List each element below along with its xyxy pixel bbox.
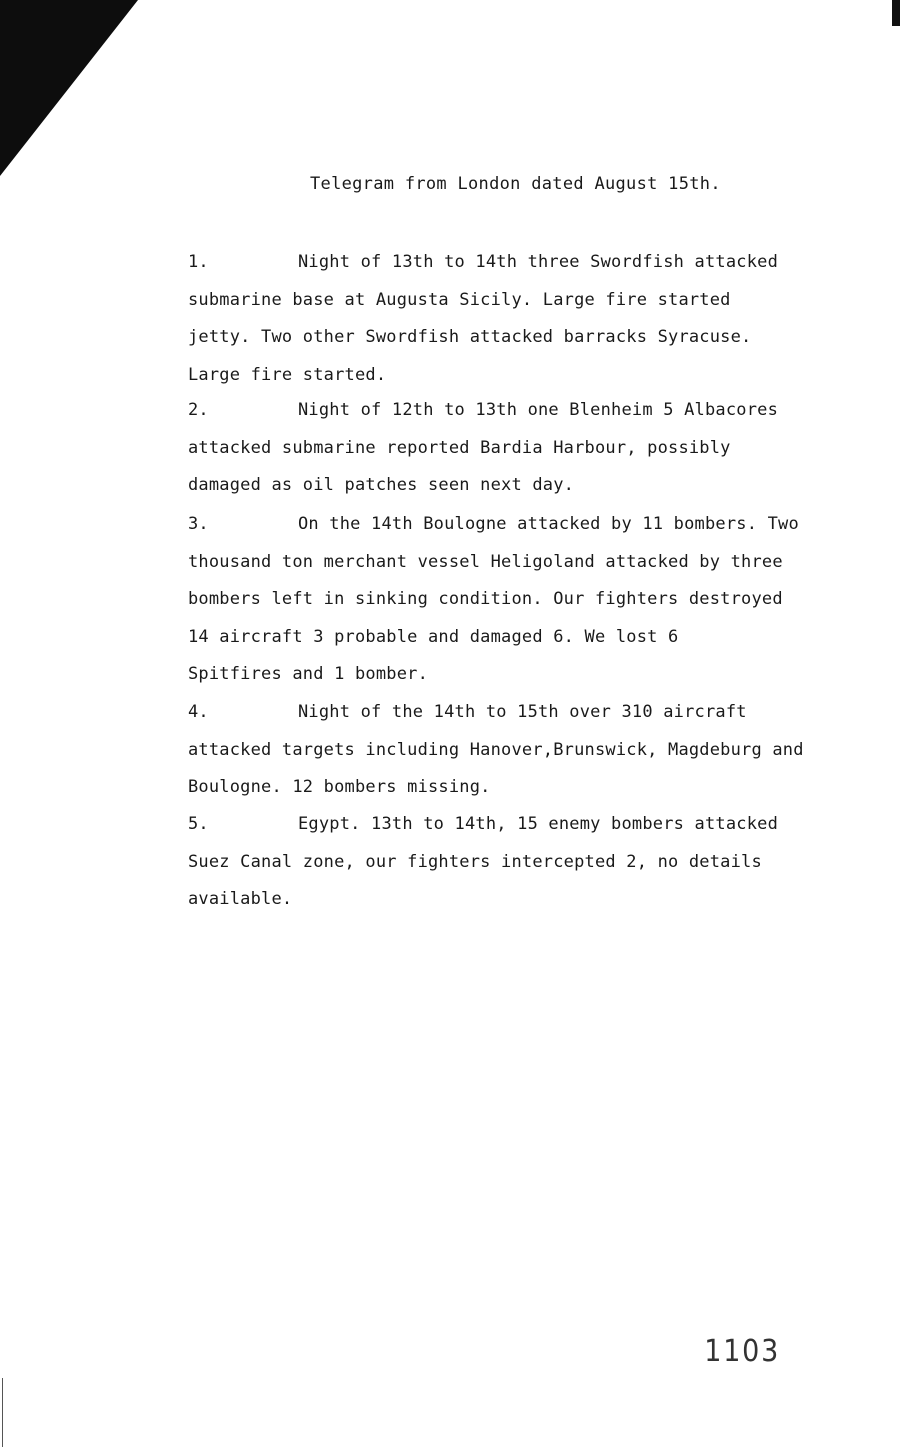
paragraph-line: Suez Canal zone, our fighters intercepted 2, no details	[188, 851, 762, 872]
paragraph-number: 4.	[188, 702, 209, 722]
paragraph-1	[188, 244, 878, 394]
paragraph-line: bombers left in sinking condition. Our fighters destroyed	[188, 589, 783, 609]
paragraph-line: Large fire started.	[188, 364, 387, 385]
paragraph-line: Night of 12th to 13th one Blenheim 5 Albacores	[298, 400, 779, 420]
paragraph-2	[188, 392, 878, 505]
paragraph-line: submarine base at Augusta Sicily. Large fire started	[188, 289, 731, 310]
paragraph-line: Egypt. 13th to 14th, 15 enemy bombers attacked	[298, 814, 779, 834]
paragraph-line: thousand ton merchant vessel Heligoland attacked by three	[188, 551, 783, 572]
paragraph-line: available.	[188, 889, 293, 909]
scan-edge-mark	[892, 0, 900, 26]
paragraph-5	[188, 806, 878, 919]
paragraph-number: 1.	[188, 252, 209, 272]
paragraph-line: On the 14th Boulogne attacked by 11 bombers. Two	[298, 514, 799, 534]
paragraph-line: attacked targets including Hanover,Brunswick, Magdeburg and	[188, 739, 804, 760]
scan-edge-line	[2, 1378, 3, 1447]
paragraph-line: 14 aircraft 3 probable and damaged 6. We lost 6	[188, 626, 679, 647]
paragraph-line: Night of 13th to 14th three Swordfish attacked	[298, 252, 779, 272]
paragraph-line: attacked submarine reported Bardia Harbour, possibly	[188, 437, 731, 458]
folded-corner-mark	[0, 0, 140, 180]
paragraph-line: damaged as oil patches seen next day.	[188, 475, 575, 495]
paragraph-number: 2.	[188, 400, 209, 420]
page-number: 1103	[704, 1334, 781, 1369]
paragraph-line: Spitfires and 1 bomber.	[188, 664, 429, 684]
paragraph-number: 3.	[188, 514, 209, 534]
document-title: Telegram from London dated August 15th.	[310, 174, 721, 194]
paragraph-line: Night of the 14th to 15th over 310 aircraft	[298, 702, 747, 722]
paragraph-line: jetty. Two other Swordfish attacked barracks Syracuse.	[188, 327, 752, 347]
paragraph-3	[188, 506, 878, 694]
paragraph-line: Boulogne. 12 bombers missing.	[188, 777, 491, 797]
paragraph-number: 5.	[188, 814, 209, 834]
paragraph-4	[188, 694, 878, 807]
